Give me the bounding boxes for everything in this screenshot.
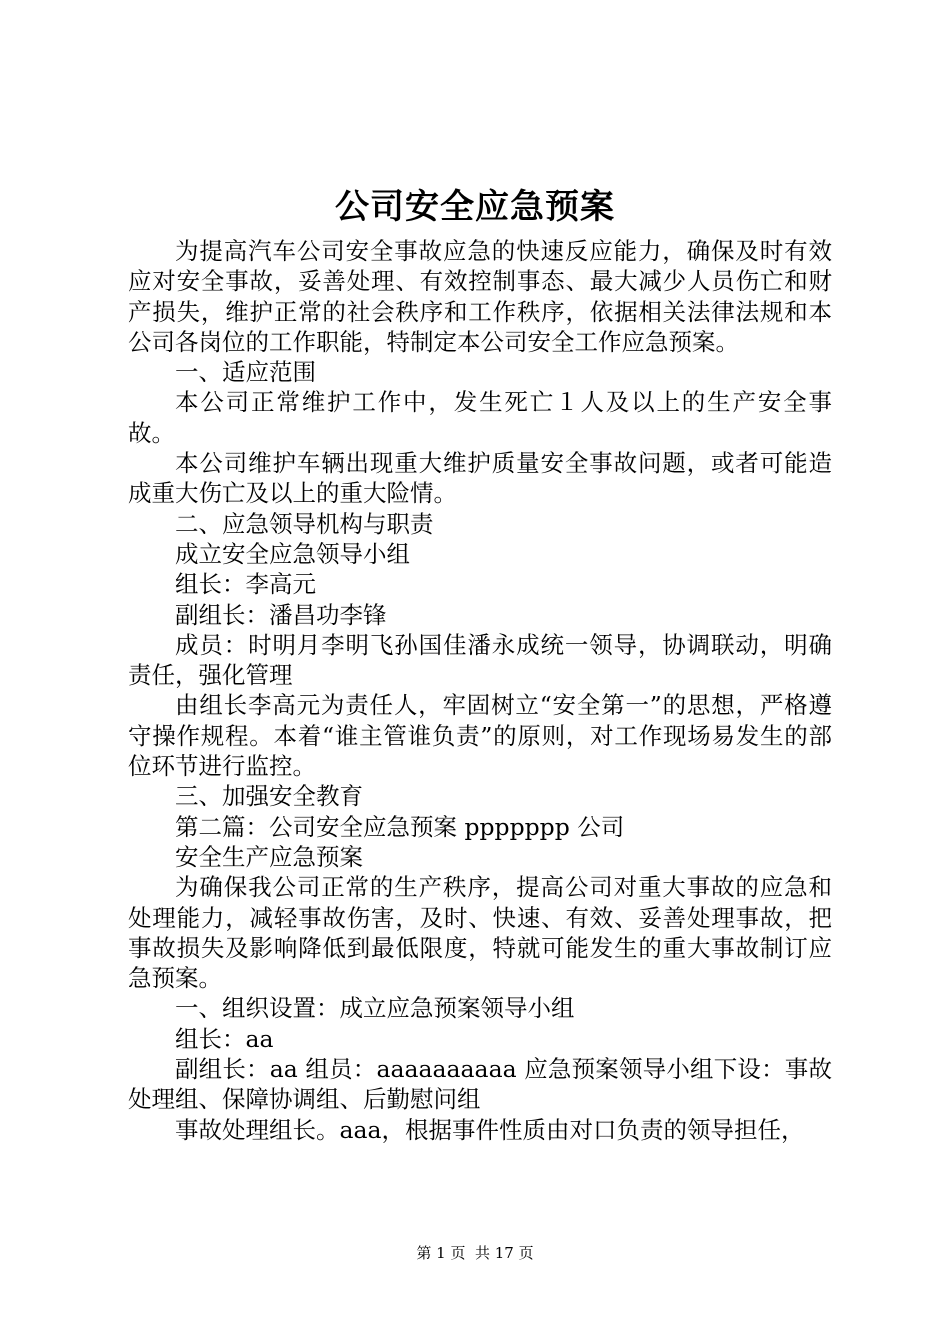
paragraph: 成立安全应急领导小组 (175, 539, 410, 568)
paragraph: 副组长：aa 组员：aaaaaaaaaa 应急预案领导小组下设：事故处理组、保障协调组、后勤慰问组 (128, 1055, 832, 1114)
paragraph: 为提高汽车公司安全事故应急的快速反应能力，确保及时有效应对安全事故，妥善处理、有效控制事态、最大减少人员伤亡和财产损失，维护正常的社会秩序和工作秩序，依据相关法律法规和本公司各岗位的工作职能，特制定本公司安全工作应急预案。 (128, 237, 832, 356)
paragraph: 由组长李高元为责任人，牢固树立“安全第一”的思想，严格遵守操作规程。本着“谁主管谁负责”的原则，对工作现场易发生的部位环节进行监控。 (128, 691, 832, 781)
paragraph: 组长：李高元 (175, 570, 316, 599)
paragraph: 为确保我公司正常的生产秩序，提高公司对重大事故的应急和处理能力，减轻事故伤害，及时、快速、有效、妥善处理事故，把事故损失及影响降低到最低限度，特就可能发生的重大事故制订应急预案。 (128, 873, 832, 993)
paragraph: 副组长：潘昌功李锋 (175, 600, 387, 629)
section-heading: 一、组织设置：成立应急预案领导小组 (175, 994, 575, 1023)
document-title: 公司安全应急预案 (335, 187, 615, 227)
paragraph: 本公司正常维护工作中，发生死亡１人及以上的生产安全事故。 (128, 388, 832, 447)
paragraph: 第二篇：公司安全应急预案 ppppppp 公司 (175, 812, 625, 841)
paragraph: 事故处理组长。aaa，根据事件性质由对口负责的领导担任， (175, 1115, 805, 1144)
paragraph: 成员：时明月李明飞孙国佳潘永成统一领导，协调联动，明确责任，强化管理 (128, 630, 832, 690)
section-heading: 二、应急领导机构与职责 (175, 509, 434, 538)
document-body (128, 236, 832, 1145)
paragraph: 组长：aa (175, 1024, 274, 1053)
section-heading: 一、适应范围 (175, 358, 316, 387)
section-heading: 三、加强安全教育 (175, 782, 363, 811)
paragraph: 安全生产应急预案 (175, 842, 363, 871)
page-number-footer: 第 1 页 共 17 页 (416, 1244, 534, 1262)
paragraph: 本公司维护车辆出现重大维护质量安全事故问题，或者可能造成重大伤亡及以上的重大险情。 (128, 449, 832, 508)
